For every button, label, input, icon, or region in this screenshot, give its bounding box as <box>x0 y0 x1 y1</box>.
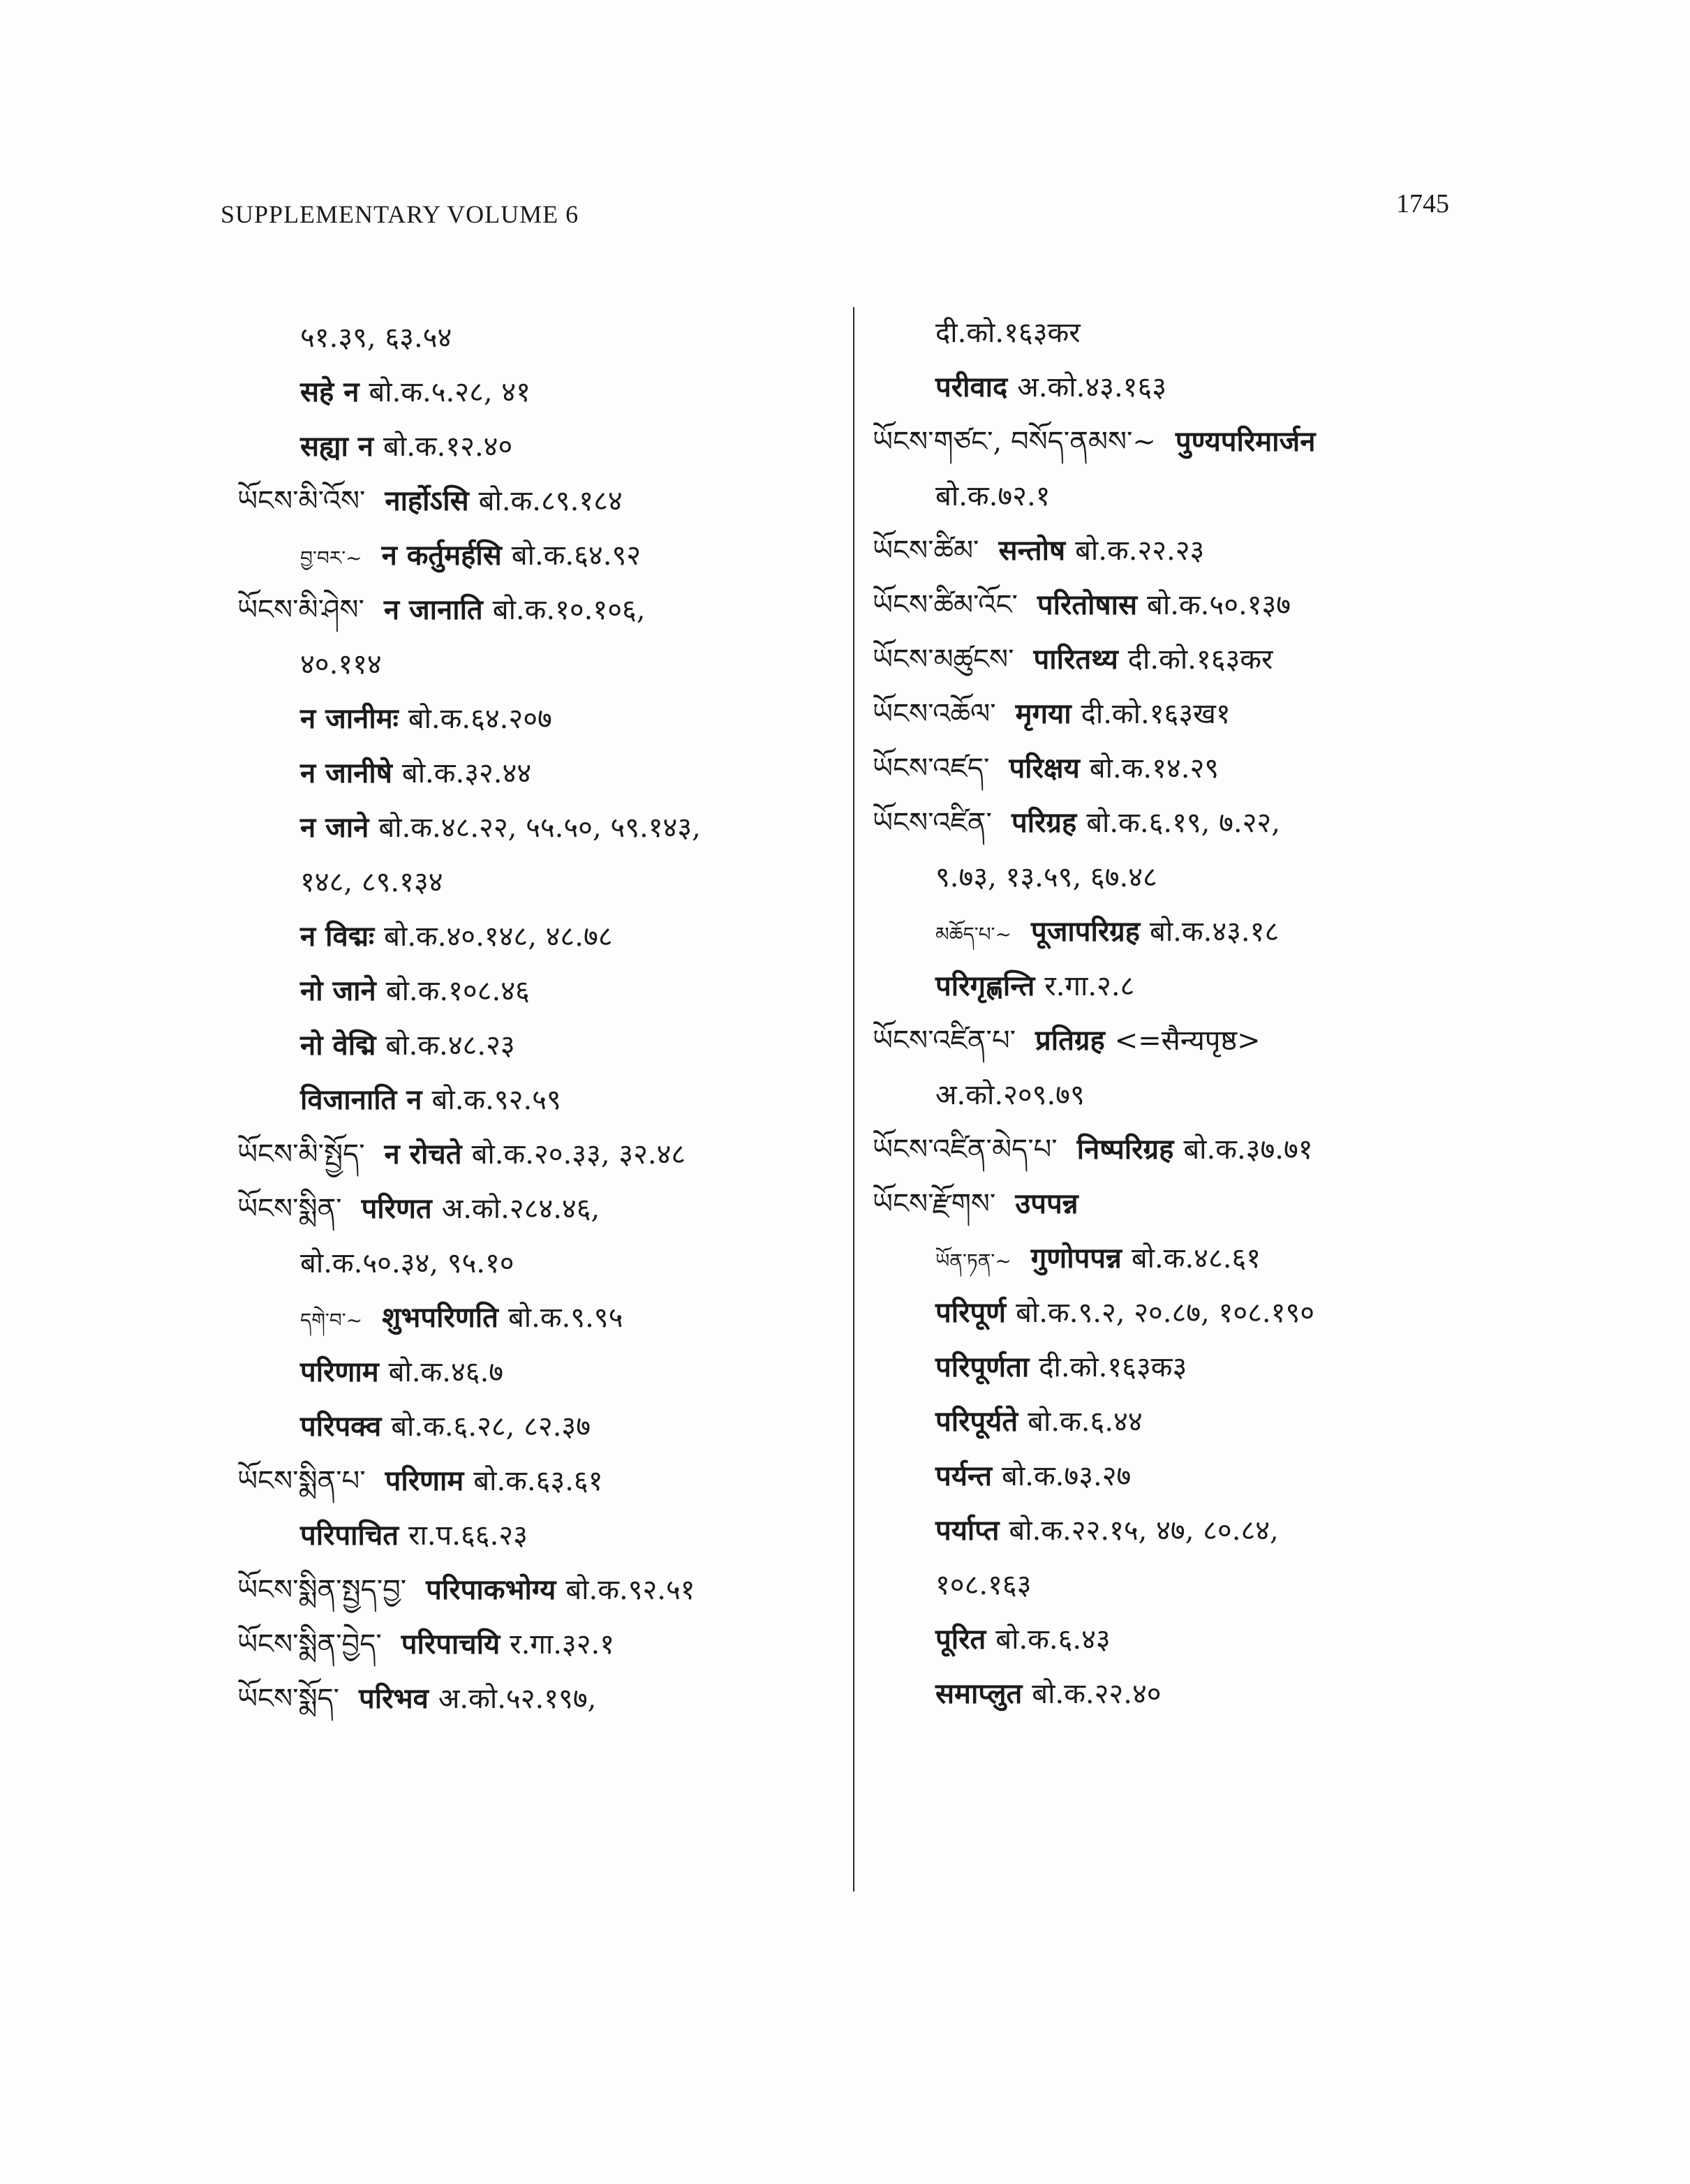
entry-line <box>237 1073 852 1127</box>
tibetan-headword: ཡོངས་ཚིམ་ <box>873 535 979 567</box>
entry-line <box>873 578 1543 632</box>
source-reference: बो.क.५०.१३७ <box>1147 589 1291 621</box>
page-number: 1745 <box>1396 189 1449 218</box>
sanskrit-equivalent: पूजापरिग्रह <box>1030 915 1140 948</box>
entry-line <box>237 528 852 583</box>
tibetan-headword: ཡོངས་སྨིན་ <box>237 1193 342 1225</box>
tibetan-headword: ཡོངས་གཙང་, བསོད་ནམས་~ <box>873 426 1156 458</box>
source-reference: बो.क.६.४४ <box>1028 1406 1143 1438</box>
sanskrit-equivalent: सहे न <box>300 376 360 408</box>
entry-line <box>237 801 852 855</box>
tibetan-headword: ཡོངས་འཛིན་ <box>873 807 992 839</box>
source-reference: बो.क.८९.१८४ <box>478 485 623 517</box>
source-reference: अ.को.५२.१९७, <box>438 1683 597 1715</box>
entry-line <box>873 1667 1543 1721</box>
sanskrit-equivalent: परिगृह्णन्ति <box>935 970 1035 1002</box>
entry-line <box>237 1672 852 1726</box>
tibetan-headword: ཡོན་ཏན་~ <box>935 1249 1011 1272</box>
sanskrit-equivalent: निष्परिग्रह <box>1076 1133 1174 1166</box>
entry-line <box>873 632 1543 687</box>
source-reference: बो.क.१०८.४६ <box>385 975 530 1007</box>
entry-line <box>237 1454 852 1508</box>
source-reference: र.गा.२.८ <box>1044 970 1135 1002</box>
entry-line <box>873 905 1543 959</box>
source-reference: बो.क.५०.३४, ९५.१० <box>300 1247 514 1279</box>
sanskrit-equivalent: परिपूर्ण <box>935 1296 1007 1329</box>
source-reference: दी.को.१६३कर <box>1127 644 1273 676</box>
source-reference: बो.क.९२.५९ <box>431 1084 561 1116</box>
entry-line <box>237 964 852 1018</box>
right-column <box>873 306 1543 1721</box>
entry-line <box>237 1182 852 1236</box>
entry-line <box>237 474 852 528</box>
source-reference: बो.क.१०.१०६, <box>492 594 646 626</box>
source-reference: बो.क.७२.१ <box>935 480 1051 512</box>
source-reference: बो.क.२०.३३, ३२.४८ <box>471 1138 686 1171</box>
source-reference: बो.क.६.१९, ७.२२, <box>1086 807 1280 839</box>
source-reference: बो.क.४०.१४८, ४८.७८ <box>384 921 613 953</box>
entry-line <box>873 796 1543 850</box>
source-reference: बो.क.४३.१८ <box>1149 916 1280 948</box>
sanskrit-equivalent: नो वेद्मि <box>300 1029 376 1062</box>
entry-line <box>873 1068 1543 1122</box>
sanskrit-equivalent: न जानाति <box>383 593 483 626</box>
sanskrit-equivalent: पारितथ्य <box>1033 643 1118 676</box>
tibetan-headword: ཡོངས་མི་སྤྱོད་ <box>237 1138 365 1171</box>
source-reference: <=सैन्यपृष्ठ> <box>1114 1025 1261 1057</box>
entry-line <box>873 360 1543 415</box>
sanskrit-equivalent: प्रतिग्रह <box>1035 1024 1105 1057</box>
tibetan-headword: མཆོད་པ་~ <box>935 923 1011 946</box>
entry-line <box>237 1508 852 1563</box>
entry-line <box>237 1291 852 1345</box>
source-reference: बो.क.२२.४० <box>1032 1678 1162 1710</box>
source-reference: बो.क.६४.२०७ <box>408 703 552 735</box>
sanskrit-equivalent: परिणाम <box>300 1355 379 1388</box>
source-reference: रा.प.६६.२३ <box>408 1520 528 1552</box>
sanskrit-equivalent: परिपूर्यते <box>935 1405 1018 1438</box>
entry-line <box>873 1122 1543 1177</box>
tibetan-headword: ཡོངས་འཆོལ་ <box>873 698 996 730</box>
source-reference: अ.को.२०९.७९ <box>935 1079 1085 1111</box>
tibetan-headword: ཡོངས་ཚིམ་འོང་ <box>873 589 1018 621</box>
sanskrit-equivalent: शुभपरिणति <box>382 1301 498 1334</box>
tibetan-headword: ཡོངས་འཛིན་མེད་པ་ <box>873 1134 1058 1166</box>
entry-line <box>873 1503 1543 1558</box>
tibetan-headword: དགེ་བ་~ <box>300 1309 363 1332</box>
entry-line <box>237 1563 852 1617</box>
tibetan-headword: ཡོངས་མི་འོས་ <box>237 485 366 517</box>
tibetan-headword: ཡོངས་སྨིན་བྱེད་ <box>237 1628 382 1661</box>
tibetan-headword: ཡོངས་སྨིན་པ་ <box>237 1465 366 1497</box>
tibetan-headword: ཡོངས་སྨོད་ <box>237 1683 340 1715</box>
sanskrit-equivalent: गुणोपपन्न <box>1030 1242 1122 1275</box>
entry-line <box>237 1236 852 1291</box>
entry-line <box>237 1399 852 1454</box>
sanskrit-equivalent: परीवाद <box>935 371 1008 403</box>
sanskrit-equivalent: परिपाचयि <box>401 1628 501 1661</box>
entry-line <box>237 1617 852 1672</box>
entry-line <box>237 855 852 909</box>
tibetan-headword: ཡོངས་འཛད་ <box>873 752 990 785</box>
source-reference: बो.क.४८.६१ <box>1131 1242 1261 1275</box>
source-reference: ९.७३, १३.५९, ६७.४८ <box>935 861 1157 893</box>
source-reference: ५१.३९, ६३.५४ <box>300 322 452 354</box>
source-reference: र.गा.३२.१ <box>510 1628 615 1661</box>
entry-line <box>237 365 852 419</box>
sanskrit-equivalent: परिपाचित <box>300 1519 399 1552</box>
source-reference: बो.क.१२.४० <box>383 431 513 463</box>
column-divider <box>853 307 854 1892</box>
tibetan-headword: ཡོངས་རྫོགས་ <box>873 1188 996 1220</box>
entry-line <box>237 583 852 637</box>
source-reference: बो.क.२२.२३ <box>1075 535 1205 567</box>
sanskrit-equivalent: परिक्षय <box>1009 752 1080 785</box>
source-reference: अ.को.४३.१६३ <box>1017 371 1167 403</box>
entry-line <box>873 741 1543 796</box>
sanskrit-equivalent: पर्यन्त <box>935 1459 993 1492</box>
source-reference: बो.क.३७.७१ <box>1183 1134 1313 1166</box>
sanskrit-equivalent: परिणत <box>361 1192 432 1225</box>
source-reference: १४८, ८९.१३४ <box>300 866 443 898</box>
entry-line <box>873 959 1543 1013</box>
sanskrit-equivalent: समाप्लुत <box>935 1677 1023 1710</box>
sanskrit-equivalent: न जानीषे <box>300 757 392 789</box>
sanskrit-equivalent: उपपन्न <box>1015 1187 1079 1220</box>
sanskrit-equivalent: विजानाति न <box>300 1083 422 1116</box>
entry-line <box>873 1395 1543 1449</box>
sanskrit-equivalent: परितोषास <box>1037 588 1138 621</box>
entry-line <box>873 1177 1543 1231</box>
tibetan-headword: ཡོངས་སྨིན་སྤྱད་བྱ་ <box>237 1574 407 1606</box>
entry-line <box>873 415 1543 469</box>
sanskrit-equivalent: परिपाकभोग्य <box>426 1573 556 1606</box>
sanskrit-equivalent: परिपक्व <box>300 1410 382 1443</box>
source-reference: बो.क.७३.२७ <box>1002 1460 1132 1492</box>
entry-line <box>873 1558 1543 1612</box>
entry-line <box>237 1127 852 1182</box>
source-reference: दी.को.१६३क३ <box>1039 1351 1187 1383</box>
entry-line <box>237 419 852 474</box>
entry-line <box>237 909 852 964</box>
sanskrit-equivalent: परिग्रह <box>1011 806 1077 839</box>
source-reference: बो.क.२२.१५, ४७, ८०.८४, <box>1009 1515 1279 1547</box>
sanskrit-equivalent: पुण्यपरिमार्जन <box>1175 425 1316 458</box>
tibetan-headword: བྱ་བར་~ <box>300 547 362 570</box>
source-reference: बो.क.६३.६१ <box>473 1465 603 1497</box>
source-reference: बो.क.९.२, २०.८७, १०८.१९० <box>1016 1297 1315 1329</box>
entry-line <box>237 746 852 801</box>
source-reference: बो.क.४८.२२, ५५.५०, ५९.१४३, <box>378 812 701 844</box>
source-reference: बो.क.४६.७ <box>388 1356 504 1388</box>
sanskrit-equivalent: न विद्मः <box>300 920 375 953</box>
entry-line <box>237 1018 852 1073</box>
sanskrit-equivalent: पूरित <box>935 1623 986 1656</box>
sanskrit-equivalent: सन्तोष <box>998 534 1066 567</box>
source-reference: अ.को.२८४.४६, <box>441 1193 600 1225</box>
entry-line <box>873 1231 1543 1286</box>
source-reference: बो.क.३२.४४ <box>401 757 532 789</box>
entry-line <box>873 523 1543 578</box>
entry-line <box>873 850 1543 905</box>
entry-line <box>237 1345 852 1399</box>
entry-line <box>237 692 852 746</box>
entry-line <box>873 1612 1543 1667</box>
sanskrit-equivalent: नार्होऽसि <box>385 484 469 517</box>
source-reference: दी.को.१६३ख१ <box>1081 698 1231 730</box>
running-head: SUPPLEMENTARY VOLUME 6 <box>221 200 579 228</box>
source-reference: दी.को.१६३कर <box>935 317 1081 349</box>
source-reference: बो.क.६४.९२ <box>511 540 642 572</box>
source-reference: बो.क.१४.२९ <box>1089 752 1220 785</box>
sanskrit-equivalent: परिभव <box>359 1682 429 1715</box>
entry-line <box>873 1286 1543 1340</box>
entry-line <box>873 1340 1543 1395</box>
sanskrit-equivalent: न कर्तुमर्हसि <box>381 539 502 572</box>
entry-line <box>873 469 1543 523</box>
source-reference: बो.क.५.२८, ४१ <box>369 376 531 408</box>
sanskrit-equivalent: नो जाने <box>300 974 376 1007</box>
sanskrit-equivalent: परिपूर्णता <box>935 1351 1030 1383</box>
sanskrit-equivalent: सह्या न <box>300 430 374 463</box>
sanskrit-equivalent: परिणाम <box>385 1464 464 1497</box>
source-reference: बो.क.६.४३ <box>995 1624 1111 1656</box>
entry-line <box>237 311 852 365</box>
source-reference: १०८.१६३ <box>935 1569 1032 1601</box>
entry-line <box>873 1449 1543 1503</box>
entry-line <box>873 306 1543 360</box>
tibetan-headword: ཡོངས་མི་ཤེས་ <box>237 594 364 626</box>
tibetan-headword: ཡོངས་མཚུངས་ <box>873 644 1014 676</box>
sanskrit-equivalent: न रोचते <box>384 1138 462 1171</box>
left-column <box>237 311 852 1726</box>
source-reference: ४०.११४ <box>300 648 382 681</box>
source-reference: बो.क.६.२८, ८२.३७ <box>391 1411 591 1443</box>
sanskrit-equivalent: न जाने <box>300 811 369 844</box>
source-reference: बो.क.९२.५१ <box>565 1574 695 1606</box>
entry-line <box>237 637 852 692</box>
entry-line <box>873 687 1543 741</box>
entry-line <box>873 1013 1543 1068</box>
source-reference: बो.क.९.९५ <box>507 1302 623 1334</box>
sanskrit-equivalent: मृगया <box>1015 697 1072 730</box>
source-reference: बो.क.४८.२३ <box>385 1030 515 1062</box>
sanskrit-equivalent: पर्याप्त <box>935 1514 1000 1547</box>
tibetan-headword: ཡོངས་འཛིན་པ་ <box>873 1025 1016 1057</box>
sanskrit-equivalent: न जानीमः <box>300 702 399 735</box>
